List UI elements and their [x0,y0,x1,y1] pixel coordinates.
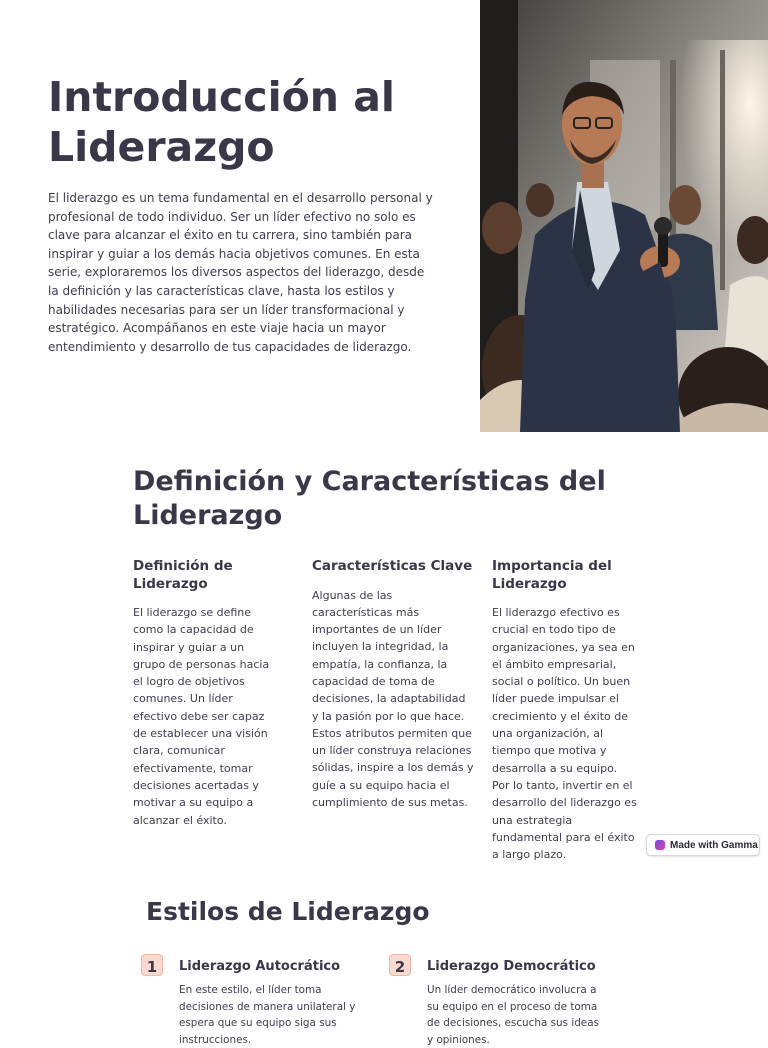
made-with-gamma-button[interactable] [646,834,760,856]
speaker-photo [480,0,768,432]
intro-paragraph: El liderazgo es un tema fundamental en el desarrollo personal y profesional de todo individuo. Ser un líder efectivo no solo es clave para alcanzar el éxito en tu carrera, sino también para inspirar y guiar a los demás hacia objetivos comunes. En esta serie, exploraremos los diversos aspectos del liderazgo, desde la definición y las características clave, hasta los estilos y habilidades necesarias para ser un líder transformacional y estratégico. Acompáñanos en este viaje hacia un mayor entendimiento y desarrollo de tus capacidades de liderazgo. [48,191,433,354]
column-text: El liderazgo efectivo es crucial en todo tipo de organizaciones, ya sea en el ámbito empresarial, social o político. Un buen líder puede impulsar el crecimiento y el éxito de una organización, al tiempo que motiva y desarrolla a su equipo. Por lo tanto, invertir en el desarrollo del liderazgo es una estrategia fundamental para el éxito a largo plazo. [492,606,637,862]
style-title: Liderazgo Democrático [427,959,596,974]
characteristics-column [312,558,474,811]
column-text: Algunas de las características más importantes de un líder incluyen la integridad, la empatía, la confianza, la capacidad de toma de decisiones, la adaptabilidad y la pasión por lo que hace. Estos atributos permiten que un líder construya relaciones sólidas, inspire a los demás y guíe a su equipo hacia el cumplimiento de sus metas. [312,588,474,810]
section-title-styles: Estilos de Liderazgo [146,897,430,926]
column-heading: Definición de Liderazgo [133,558,233,592]
importance-column [492,558,638,863]
section-title-definition: Definición y Características del Liderazgo [133,466,606,531]
column-text: El liderazgo se define como la capacidad de inspirar y guiar a un grupo de personas hacia el logro de objetivos comunes. Un líder efectivo debe ser capaz de establecer una visión clara, comunicar efectivamente, tomar decisiones acertadas y motivar a su equipo a alcanzar el éxito. [133,606,270,827]
style-title: Liderazgo Autocrático [179,959,341,974]
definition-column [133,558,279,829]
style-description: En este estilo, el líder toma decisiones de manera unilateral y espera que su equipo siga sus instrucciones. [179,984,356,1046]
step-number-badge: 1 [141,954,163,976]
page-title: Introducción al Liderazgo [48,73,395,171]
column-heading: Características Clave [312,558,473,574]
step-number-badge: 2 [389,954,411,976]
gamma-logo-icon [655,840,665,850]
column-heading: Importancia del Liderazgo [492,558,612,592]
badge-label: Made with Gamma [670,839,758,851]
style-description: Un líder democrático involucra a su equipo en el proceso de toma de decisiones, escucha sus ideas y opiniones. [427,984,599,1046]
